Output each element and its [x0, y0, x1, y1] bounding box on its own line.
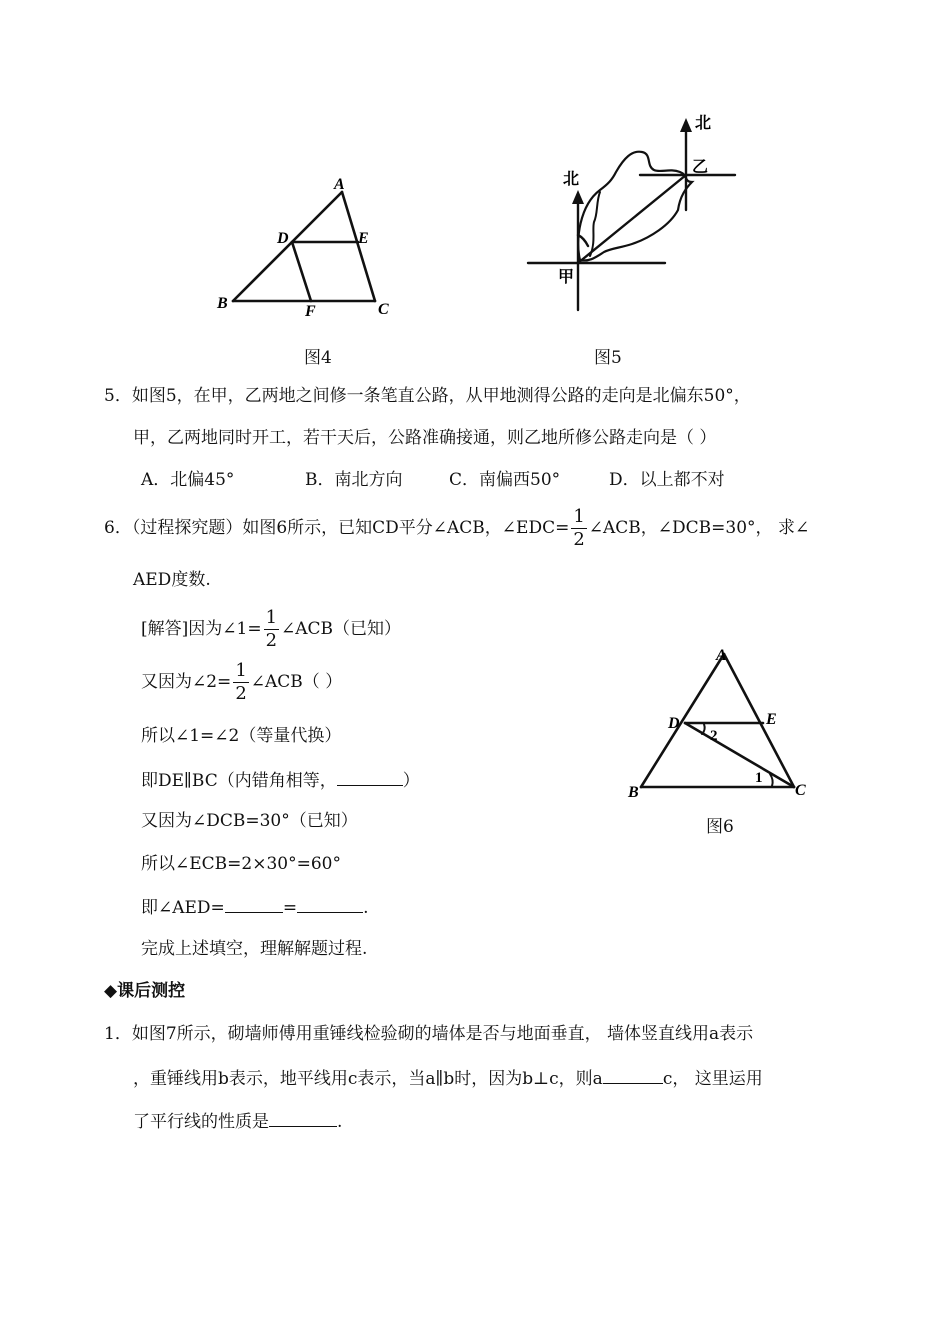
test1-line3-suffix: .: [337, 1112, 343, 1132]
q6-fraction: [571, 508, 586, 549]
q6-line-1: [104, 508, 809, 549]
q6-solution-6: 所以∠ECB=2×30°=60°: [141, 854, 341, 874]
fig5-label-jia: 甲: [558, 267, 575, 286]
q5-option-b[interactable]: B．南北方向: [305, 470, 403, 490]
q6-solution-3: 所以∠1=∠2（等量代换）: [141, 726, 342, 746]
fig5-left-north-arrow: [572, 190, 584, 204]
q6-sol7-prefix: 即∠AED=: [141, 898, 225, 918]
test1-blank-2[interactable]: [269, 1112, 337, 1127]
fig4-label-b: B: [217, 295, 228, 312]
q6-sol2-frac-num: 1: [235, 660, 247, 681]
test1-blank-1[interactable]: [603, 1069, 663, 1084]
test1-line3-prefix: 了平行线的性质是: [133, 1112, 269, 1132]
q5-line-1: 5．如图5，在甲，乙两地之间修一条笔直公路，从甲地测得公路的走向是北偏东50°，: [104, 386, 751, 406]
q6-sol1-suffix: ∠ACB（已知）: [281, 619, 402, 639]
fig4-segment-df: [292, 242, 311, 301]
fig4-label-f: F: [305, 303, 316, 320]
q6-sol7-suffix: .: [363, 898, 369, 918]
q6-solution-1: [141, 609, 401, 650]
fig6-angle-2-arc: [702, 724, 705, 734]
q6-sol2-suffix: ∠ACB（ ）: [250, 672, 343, 692]
q6-sol1-frac-den: 2: [265, 630, 278, 651]
fig4-caption: 图4: [304, 348, 332, 368]
q5-option-c[interactable]: C．南偏西50°: [449, 470, 561, 490]
fig5-label-yi: 乙: [692, 157, 709, 176]
fig6-label-c: C: [795, 782, 806, 799]
q6-frac-den: 2: [573, 529, 585, 550]
figure-4: [200, 170, 410, 330]
q6-sol7-blank-2[interactable]: [297, 898, 363, 913]
fig4-label-c: C: [378, 301, 389, 318]
fig5-label-north-left: 北: [563, 169, 580, 188]
fig6-label-b: B: [628, 784, 639, 801]
test1-line2-prefix: ，重锤线用b表示，地平线用c表示，当a∥b时，因为b⊥c，则a: [133, 1069, 603, 1089]
q6-solution-8: 完成上述填空，理解解题过程.: [141, 939, 368, 959]
q6-solution-5: 又因为∠DCB=30°（已知）: [141, 811, 358, 831]
q6-suffix: ∠ACB，∠DCB=30°， 求∠: [588, 518, 810, 538]
fig4-label-e: E: [358, 230, 369, 247]
fig6-label-2: 2: [710, 728, 718, 744]
q6-prefix: 6．（过程探究题）如图6所示，已知CD平分∠ACB，∠EDC=: [104, 518, 570, 538]
test1-line-2: [133, 1069, 763, 1088]
fig5-caption: 图5: [594, 348, 622, 368]
fig5-angle-arc: [578, 235, 588, 246]
fig6-label-d: D: [668, 715, 680, 732]
q5-option-d[interactable]: D．以上都不对: [609, 470, 725, 490]
fig6-caption: 图6: [706, 817, 734, 837]
q6-sol2-prefix: 又因为∠2=: [141, 672, 232, 692]
q6-line-2: AED度数.: [133, 570, 211, 590]
fig4-label-a: A: [334, 176, 345, 193]
q6-solution-4: [141, 771, 420, 790]
fig6-side-ab: [641, 654, 724, 787]
fig6-label-1: 1: [755, 770, 763, 786]
section-title: 课后测控: [117, 981, 186, 1001]
section-header: [104, 983, 185, 1000]
q6-sol2-frac-den: 2: [235, 683, 247, 704]
q6-sol4-prefix: 即DE∥BC（内错角相等，: [141, 771, 337, 791]
q5-option-a[interactable]: A．北偏45°: [141, 470, 235, 490]
q6-frac-num: 1: [573, 506, 585, 527]
test1-line-3: [133, 1112, 342, 1131]
q6-sol4-suffix: ）: [402, 771, 420, 791]
fig6-label-a: A: [716, 647, 727, 664]
test1-line-1: 1．如图7所示，砌墙师傅用重锤线检验砌的墙体是否与地面垂直， 墙体竖直线用a表示: [104, 1024, 754, 1044]
figure-6: [620, 640, 820, 805]
q5-line-2: 甲，乙两地同时开工，若干天后，公路准确接通，则乙地所修公路走向是（ ）: [133, 428, 717, 448]
q6-solution-2: [141, 662, 342, 703]
q6-sol4-blank[interactable]: [337, 771, 403, 786]
fig5-terrain-shape: [578, 152, 692, 261]
fig4-label-d: D: [277, 230, 289, 247]
fig5-right-north-arrow: [680, 118, 692, 132]
fig5-label-north-right: 北: [695, 113, 712, 132]
q6-sol1-frac-num: 1: [265, 607, 278, 628]
q6-sol1-fraction: [264, 609, 279, 650]
q6-sol2-fraction: [233, 662, 248, 703]
figure-5: [520, 110, 760, 320]
test1-line2-suffix: c， 这里运用: [662, 1069, 763, 1089]
q6-sol7-mid: =: [282, 898, 298, 918]
q6-sol7-blank-1[interactable]: [225, 898, 283, 913]
fig6-label-e: E: [766, 711, 777, 728]
section-bullet: ◆: [104, 981, 118, 1001]
q6-solution-7: [141, 898, 368, 917]
fig6-angle-1-arc: [770, 774, 773, 786]
q6-sol1-prefix: [解答]因为∠1=: [141, 619, 262, 639]
